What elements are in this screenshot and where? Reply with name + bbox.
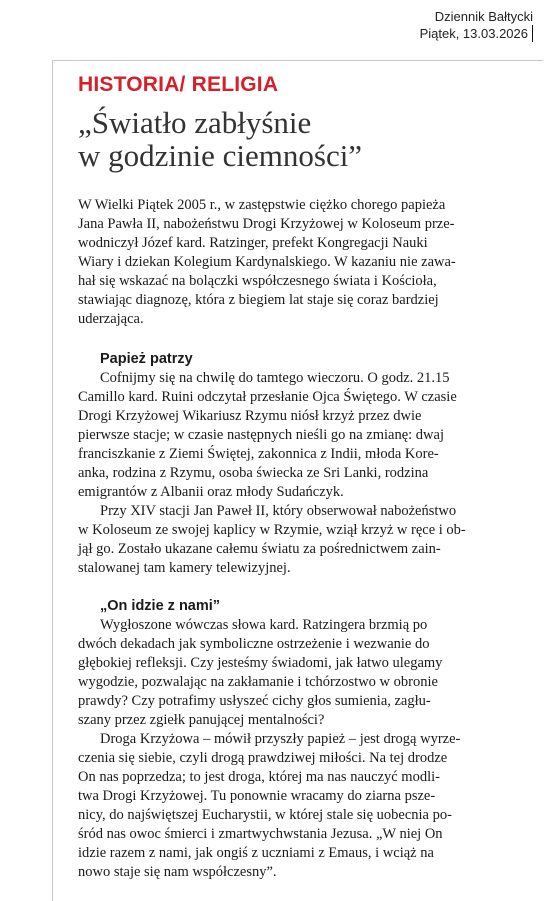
text-line: Droga Krzyżowa – mówił przyszły papież – jest drogą wyrze- xyxy=(100,731,461,747)
text-line: twa Drogi Krzyżowej. Tu ponownie wracamy do ziarna psze- xyxy=(78,788,436,804)
text-line: hał się wskazać na bolączki współczesnego świata i Kościoła, xyxy=(78,273,437,289)
article xyxy=(78,72,530,882)
masthead xyxy=(420,8,533,42)
body-paragraph xyxy=(78,730,530,882)
text-line: stalowanej tam kamery telewizyjnej. xyxy=(78,560,291,576)
text-line: szany przez zgiełk panującej mentalności? xyxy=(78,712,325,728)
text-line: W Wielki Piątek 2005 r., w zastępstwie ciężko chorego papieża xyxy=(78,197,446,213)
text-line: Wygłoszone wówczas słowa kard. Ratzingera brzmią po xyxy=(100,617,428,633)
text-line: idzie razem z nami, jak ongiś z uczniami z Emaus, i wciąż na xyxy=(78,845,434,861)
text-line: głębokiej refleksji. Czy jesteśmy świadomi, jak łatwo ulegamy xyxy=(78,655,443,671)
text-line: w Koloseum ze swojej kaplicy w Rzymie, wziął krzyż w ręce i ob- xyxy=(78,522,466,538)
text-line: franciszkanie z Ziemi Świętej, zakonnica z Indii, młoda Kore- xyxy=(78,446,439,462)
text-line: stawiając diagnozę, która z biegiem lat staje się coraz bardziej xyxy=(78,292,439,308)
text-line: Wiary i dziekan Kolegium Kardynalskiego. W kazaniu nie zawa- xyxy=(78,254,456,270)
text-line: nowo staje się nam współczesny”. xyxy=(78,864,277,880)
subheading-on-idzie-z-nami: „On idzie z nami” xyxy=(100,598,221,614)
text-line: Jana Pawła II, nabożeństwu Drogi Krzyżowej w Koloseum prze- xyxy=(78,216,455,232)
publication-name: Dziennik Bałtycki xyxy=(434,9,533,24)
section-label: HISTORIA/ RELIGIA xyxy=(78,73,279,96)
text-line: prawdy? Czy potrafimy usłyszeć cichy głos sumienia, zagłu- xyxy=(78,693,431,709)
body-paragraph xyxy=(78,616,530,730)
text-line: śród nas owoc śmierci i zmartwychwstania Jezusa. „W niej On xyxy=(78,826,443,842)
text-line: wodniczył Józef kard. Ratzinger, prefekt Kongregacji Nauki xyxy=(78,235,428,251)
text-line: emigrantów z Albanii oraz młody Sudańczyk. xyxy=(78,484,344,500)
body-paragraph xyxy=(78,502,530,578)
section-spacer xyxy=(78,578,530,597)
text-line: anka, rodzina z Rzymu, osoba świecka ze Sri Lanki, rodzina xyxy=(78,465,429,481)
text-line: Cofnijmy się na chwilę do tamtego wieczoru. O godz. 21.15 xyxy=(100,370,450,386)
text-line: nicy, do najświętszej Eucharystii, w której stale się uobecnia po- xyxy=(78,807,452,823)
publication-date: Piątek, 13.03.2026 xyxy=(420,25,533,42)
text-line: On nas poprzedza; to jest droga, której ma nas nauczyć modli- xyxy=(78,769,440,785)
text-line: dwóch dekadach jak symboliczne ostrzeżenie i wezwanie do xyxy=(78,636,430,652)
headline-line: „Światło zabłyśnie xyxy=(78,105,312,140)
text-line: Drogi Krzyżowej Wikariusz Rzymu niósł krzyż przez dwie xyxy=(78,408,422,424)
text-line: jął go. Zostało ukazane całemu światu za pośrednictwem zain- xyxy=(78,541,441,557)
text-line: czenia się siebie, czyli drogą prawdziwej miłości. Na tej drodze xyxy=(78,750,448,766)
lead-paragraph xyxy=(78,196,530,329)
text-line: uderzająca. xyxy=(78,311,144,327)
text-line: pierwsze stacje; w czasie następnych nieśli go na zmianę: dwaj xyxy=(78,427,444,443)
subheading-papiez-patrzy: Papież patrzy xyxy=(100,351,193,367)
text-line: Camillo kard. Ruini odczytał przesłanie Ojca Świętego. W czasie xyxy=(78,389,457,405)
headline-line: w godzinie ciemności” xyxy=(78,138,363,173)
text-line: wygodzie, pozwalając na zakłamanie i tchórzostwo w obronie xyxy=(78,674,438,690)
headline xyxy=(78,106,530,172)
body-paragraph xyxy=(78,369,530,502)
text-line: Przy XIV stacji Jan Paweł II, który obserwował nabożeństwo xyxy=(100,503,457,519)
